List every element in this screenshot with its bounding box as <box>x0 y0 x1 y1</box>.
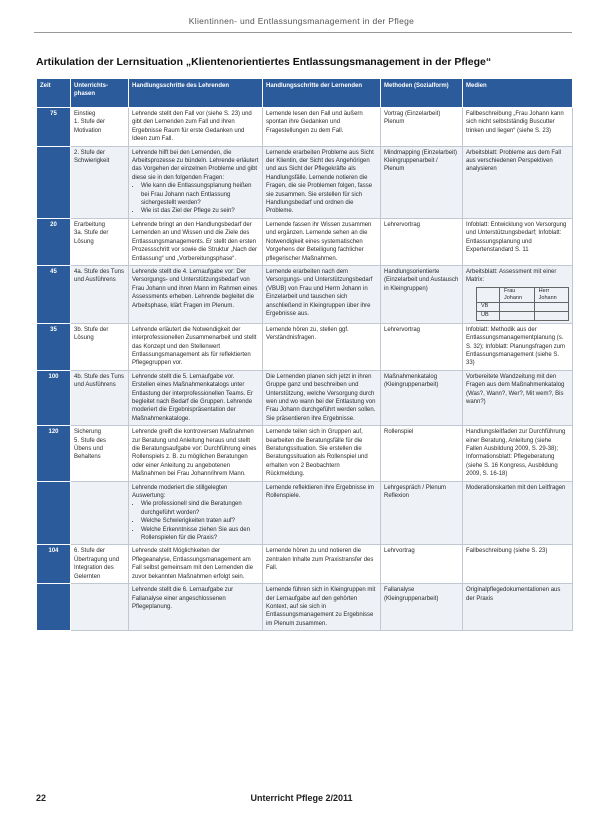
cell-time <box>37 265 71 323</box>
matrix-cell <box>534 311 568 320</box>
learner-text: Die Lernenden planen sich jetzt in ihren Gruppe ganz und beschreiben und Unterstützung, welche Versorgung durch wen und wo wann bei der Entlastung von Frau Johann durchgeführt werden sollen. Sie präsentieren ihre Ergebnisse. <box>266 373 376 422</box>
cell-learner <box>263 146 381 218</box>
cell-phase <box>71 481 129 545</box>
running-head: Klientinnen- und Entlassungsmanagement in der Pflege <box>188 16 415 26</box>
matrix-cell <box>500 311 535 320</box>
cell-time <box>37 218 71 265</box>
media-text: Arbeitsblatt: Probleme aus dem Fall aus verschiedenen Perspektiven analysieren <box>466 149 562 173</box>
cell-method <box>381 108 463 147</box>
phase-text: Sicherung 5. Stufe des Übens und Behaltens <box>74 429 107 461</box>
time-text: 104 <box>48 548 59 555</box>
col-header-time: Zeit <box>37 79 71 108</box>
time-text: 45 <box>50 268 57 275</box>
method-text: Lehrvortrag <box>384 548 415 555</box>
cell-media <box>463 108 573 147</box>
learner-text: Lernende erarbeiten nach dem Versorgungs- und Unterstützungsbedarf (VBUB) von Frau und Herrn Johann in Einzelarbeit und tauschen sich anschließend in Kleingruppen über ihre Ergebnisse aus. <box>266 268 373 317</box>
col-header-phase: Unterrichts- phasen <box>71 79 129 108</box>
cell-time <box>37 426 71 481</box>
teacher-text: Lehrende erläutert die Notwendigkeit der interprofessionellen Zusammenarbeit und stellt das Konzept und den Stellenwert Entlassungsmanagement als für reflektierten Pflegegruppen vor. <box>132 326 257 367</box>
magazine-footer: Unterricht Pflege 2/2011 <box>250 793 353 803</box>
cell-teacher <box>129 370 263 425</box>
phase-text: 2. Stufe der Schwierigkeit <box>74 149 110 165</box>
time-text: 20 <box>50 221 57 228</box>
phase-text: Einstieg 1. Stufe der Motivation <box>74 111 106 134</box>
matrix-col-header: Herr Johann <box>534 287 568 302</box>
time-text: 120 <box>48 429 59 436</box>
teacher-text: Lehrende hilft bei den Lernenden, die Arbeitsprozesse zu bündeln. Lehrende erläutert das Vorgehen der einzelnen Probleme und gibt diese sie in den folgenden Fragen: <box>132 149 259 181</box>
table-row <box>37 426 573 481</box>
cell-teacher <box>129 108 263 147</box>
teacher-text: Lehrende moderiert die stillgelegten Auswertung: <box>132 484 228 500</box>
cell-teacher <box>129 265 263 323</box>
learner-text: Lernende teilen sich in Gruppen auf, bearbeiten die Beratungsfälle für die Beratungssituation. Sie erstellen die Beratungssituation als Rollenspiel und erhalten von 2 Beobachtern Rückmeldung. <box>266 429 368 478</box>
cell-learner <box>263 265 381 323</box>
list-item: • Wie professionell sind die Beratungen durchgeführt worden? <box>141 500 259 517</box>
list-item: • Welche Erkenntnisse ziehen Sie aus den Rollenspielen für die Praxis? <box>141 526 259 543</box>
matrix-corner <box>477 287 500 302</box>
page-title: Artikulation der Lernsituation „Klientenorientiertes Entlassungsmanagement in der Pflege“ <box>36 56 492 68</box>
cell-learner <box>263 481 381 545</box>
cell-phase <box>71 370 129 425</box>
col-header-teacher: Handlungsschritte des Lehrenden <box>129 79 263 108</box>
teacher-question-list <box>132 182 259 216</box>
list-item: • Wie kann die Entlassungsplanung heißen bei Frau Johann nach Entlassung sichergestellt werden? <box>141 182 259 207</box>
table-header-row <box>37 79 573 108</box>
cell-media <box>463 426 573 481</box>
media-text: Infoblatt: Entwicklung von Versorgung und Unterstützungsbedarf; Infoblatt: Entlassungsplanung und Expertenstandard S. 11 <box>466 221 567 254</box>
time-text: 35 <box>50 326 57 333</box>
assessment-matrix <box>476 287 569 321</box>
table-row <box>37 323 573 370</box>
cell-phase <box>71 218 129 265</box>
cell-phase <box>71 108 129 147</box>
cell-learner <box>263 584 381 631</box>
col-header-method: Methoden (Sozialform) <box>381 79 463 108</box>
list-item: • Welche Schwierigkeiten traten auf? <box>141 517 259 525</box>
cell-phase <box>71 426 129 481</box>
learner-text: Lernende führen sich in Kleingruppen mit der Lernaufgabe auf den gehörten Kontext, auf sie sich in Entlassungsmanagement zu Ergebnisse im Plenum zusammen. <box>266 587 376 627</box>
learner-text: Lernende lesen den Fall und äußern spontan ihre Gedanken und Fragestellungen zu dem Fall. <box>266 111 363 134</box>
method-text: Mindmapping (Einzelarbeit) Kleingruppenarbeit / Plenum <box>384 149 458 173</box>
cell-teacher <box>129 545 263 584</box>
teacher-text: Lehrende stellt die 6. Lernaufgabe zur Fallanalyse einer angeschlossenen Pflegeplanung. <box>132 587 234 610</box>
teacher-text: Lehrende stellt die 5. Lernaufgabe vor. Erstellen eines Maßnahmenkatalogs unter Entlastung der interprofessionellen Teams. Er begleitet nach Bedarf die Gruppen. Lehrende moderiert die Ergebnispräsentation der Maßnahmenkataloge. <box>132 373 253 422</box>
method-text: Lehrgespräch / Plenum Reflexion <box>384 484 447 500</box>
cell-time <box>37 545 71 584</box>
list-item: • Wie ist das Ziel der Pflege zu sein? <box>141 207 259 215</box>
teacher-text: Lehrende bringt an den Handlungsbedarf der Lernenden an und Wissen und die Ziele des Entlassungsmanagements. Er stellt den ersten Prozessschritt vor sowie die Struktur „Nach der Entlassung“ und „Vorbereitungsphase“. <box>132 221 258 262</box>
cell-method <box>381 426 463 481</box>
method-text: Vortrag (Einzelarbeit) Plenum <box>384 111 441 126</box>
media-text: Fallbeschreibung „Frau Johann kann sich nicht selbstständig Buscutter trinken und liegen“ (siehe S. 23) <box>466 111 564 134</box>
teacher-text: Lehrende stellt die 4. Lernaufgabe vor: Der Versorgungs- und Unterstützungsbedarf von Frau Johann und ihren Mann im Rahmen eines Assessments erheben. Lehrende begleitet die Arbeitsphase, klärt Fragen im Plenum. <box>132 268 258 309</box>
learner-text: Lernende reflektieren ihre Ergebnisse im Rollenspiele. <box>266 484 375 500</box>
cell-time <box>37 370 71 425</box>
cell-media <box>463 146 573 218</box>
cell-teacher <box>129 481 263 545</box>
cell-time <box>37 146 71 218</box>
cell-method <box>381 584 463 631</box>
matrix-cell <box>500 302 535 311</box>
cell-media <box>463 218 573 265</box>
cell-media <box>463 545 573 584</box>
cell-media <box>463 584 573 631</box>
cell-method <box>381 481 463 545</box>
header-rule <box>34 32 572 33</box>
cell-method <box>381 218 463 265</box>
col-header-learner: Handlungsschritte der Lernenden <box>263 79 381 108</box>
learner-text: Lernende hören zu, stellen ggf. Verständnisfragen. <box>266 326 349 342</box>
table-row <box>37 108 573 147</box>
table-row <box>37 218 573 265</box>
method-text: Maßnahmenkatalog (Kleingruppenarbeit) <box>384 373 439 389</box>
time-text: 75 <box>50 111 57 117</box>
teacher-text: Lehrende stellt den Fall vor (siehe S. 23) und gibt den Lernenden zum Fall und ihren Ergebnisse Raum für erste Gedanken und Ideen zum Fall. <box>132 111 252 143</box>
method-text: Lehrervortrag <box>384 221 421 228</box>
media-text: Infoblatt: Methodik aus der Entlassungsmanagementplanung (s. S. 32); Infoblatt: Planungsfragen zum Entlassungsmanagement (siehe S. 33) <box>466 326 566 367</box>
cell-media <box>463 265 573 323</box>
cell-phase <box>71 323 129 370</box>
teacher-text: Lehrende stellt Möglichkeiten der Pflegeanalyse, Entlassungsmanagement am Fall selbst gemeinsam mit den Lernenden die zuvor bekannten Maßnahmen erfolgt sein. <box>132 548 254 580</box>
cell-method <box>381 265 463 323</box>
media-text: Handlungsleitfaden zur Durchführung einer Beratung, Anleitung (siehe Fallen Ausbildung 2009, S. 29-38); Informationsblatt: Pflegeberatung (siehe S. 16 Kongress, Ausbildung 2009, S. 16-18) <box>466 429 566 478</box>
cell-learner <box>263 370 381 425</box>
cell-learner <box>263 426 381 481</box>
time-text: 100 <box>48 373 59 380</box>
cell-teacher <box>129 146 263 218</box>
matrix-cell <box>534 302 568 311</box>
cell-media <box>463 323 573 370</box>
learner-text: Lernende erarbeiten Probleme aus Sicht der Klientin, der Sicht des Angehörigen und aus Sicht der Pflegekräfte als Handlungsfälle. Lernende notieren die Fragen, die sie Problemen folgen, fasse sie zusammen. Sie erstellen für sich Handlungsbedarf und ordnen die Probleme. <box>266 149 374 215</box>
media-text: Moderationskarten mit den Leitfragen <box>466 484 566 491</box>
cell-phase <box>71 265 129 323</box>
method-text: Lehrervortrag <box>384 326 421 333</box>
phase-text: 6. Stufe der Übertragung und Integration des Gelernten <box>74 548 120 580</box>
table-row <box>37 370 573 425</box>
cell-time <box>37 481 71 545</box>
cell-method <box>381 370 463 425</box>
cell-method <box>381 545 463 584</box>
teacher-question-list <box>132 500 259 542</box>
cell-teacher <box>129 426 263 481</box>
method-text: Rollenspiel <box>384 429 414 436</box>
cell-learner <box>263 218 381 265</box>
cell-time <box>37 584 71 631</box>
media-text: Fallbeschreibung (siehe S. 23) <box>466 548 548 555</box>
page-number: 22 <box>36 793 47 803</box>
phase-text: 4a. Stufe des Tuns und Ausführens <box>74 268 125 284</box>
table-row <box>37 545 573 584</box>
phase-text: Erarbeitung 3a. Stufe der Lösung <box>74 221 109 245</box>
cell-learner <box>263 108 381 147</box>
matrix-row-header: UB <box>477 311 500 320</box>
cell-learner <box>263 545 381 584</box>
learner-text: Lernende fassen ihr Wissen zusammen und ergänzen. Lernende sehen an die Notwendigkeit eines systematischen Vorgehens der Beteiligung fachlicher pflegerischer Maßnahmen. <box>266 221 372 262</box>
method-text: Fallanalyse (Kleingruppenarbeit) <box>384 587 439 602</box>
cell-phase <box>71 584 129 631</box>
cell-method <box>381 146 463 218</box>
col-header-media: Medien <box>463 79 573 108</box>
cell-phase <box>71 146 129 218</box>
cell-learner <box>263 323 381 370</box>
table-row <box>37 146 573 218</box>
cell-method <box>381 323 463 370</box>
cell-time <box>37 108 71 147</box>
table-row <box>37 584 573 631</box>
cell-media <box>463 370 573 425</box>
table-row <box>37 265 573 323</box>
cell-teacher <box>129 584 263 631</box>
teacher-text: Lehrende greift die kontroversen Maßnahmen zur Beratung und Anleitung heraus und stellt die Beratungsaufgabe vor: Durchführung eines Rollenspiels z. B. zu möglichen Beratungen oder einer Anleitung zu angebotenen Maßnahmen bei Frau Johann/ihrem Mann. <box>132 429 257 478</box>
cell-media <box>463 481 573 545</box>
phase-text: 3b. Stufe der Lösung <box>74 326 109 342</box>
learner-text: Lernende hören zu und notieren die zentralen Inhalte zum Praxistransfer des Fall. <box>266 548 374 572</box>
phase-text: 4b. Stufe des Tuns und Ausführens <box>74 373 125 389</box>
media-text: Originalpflegedokumentationen aus der Praxis <box>466 587 561 602</box>
cell-time <box>37 323 71 370</box>
matrix-row-header: VB <box>477 302 500 311</box>
matrix-col-header: Frau Johann <box>500 287 535 302</box>
media-text: Arbeitsblatt: Assessment mit einer Matrix: <box>466 268 557 284</box>
method-text: Handlungsorientierte (Einzelarbeit und Austausch in Kleingruppen) <box>384 268 459 292</box>
cell-teacher <box>129 323 263 370</box>
table-row <box>37 481 573 545</box>
media-text: Vorbereitete Wandzeitung mit den Fragen aus dem Maßnahmenkatalog (Was?, Wann?, Wer?, Mit wem?, Bis wann?) <box>466 373 565 405</box>
cell-teacher <box>129 218 263 265</box>
articulation-table <box>36 78 573 631</box>
cell-phase <box>71 545 129 584</box>
